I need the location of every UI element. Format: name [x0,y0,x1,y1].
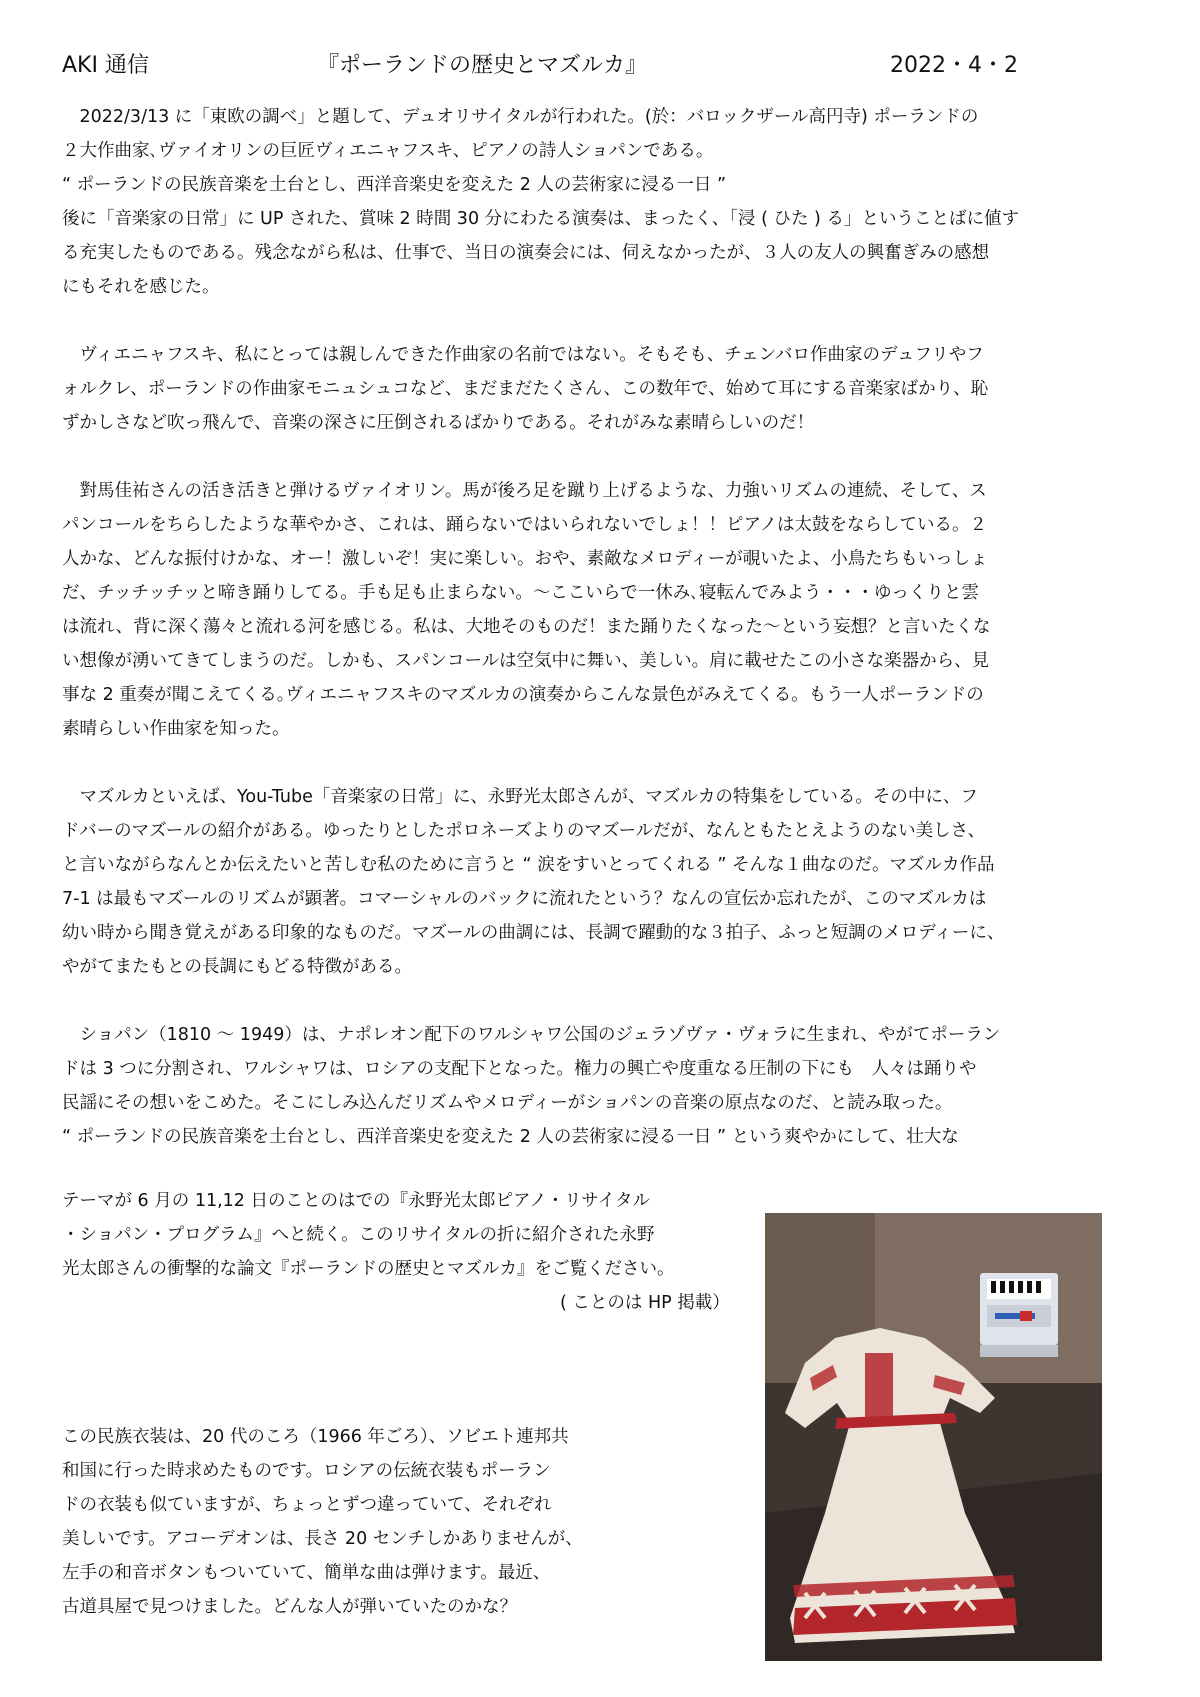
page-header [62,48,1138,88]
paragraph-2: ヴィエニャフスキ、私にとっては親しんできた作曲家の名前ではない。そもそも、チェンバロ作曲家のデュフリやフ ォルクレ、ポーランドの作曲家モニュシュコなど、まだまだたくさん、この数年で、始めて耳にする音楽家ばかり、恥 ずかしさなど吹っ飛んで、音楽の深さに圧倒されるばかりである。それがみな素晴らしいのだ！ [62,345,989,433]
paragraph-3: 對馬佳祐さんの活き活きと弾けるヴァイオリン。馬が後ろ足を蹴り上げるような、力強いリズムの連続、そして、ス パンコールをちらしたような華やかさ、これは、踊らないではいられないでしょ！！ピアノは太鼓をならしている。２ 人かな、どんな振付けかな、オー！激しいぞ！実に楽しい。おや、素敵なメロディーが覗いたよ、小鳥たちもいっしょ だ、チッチッチッと啼き踊りしてる。手も足も止まらない。～ここいらで一休み､寝転んでみよう・・・ゆっくりと雲 は流れ、背に深く蕩々と流れる河を感じる。私は、大地そのものだ！また踊りたくなった～という妄想？と言いたくな い想像が湧いてきてしまうのだ。しかも、スパンコールは空気中に舞い、美しい。肩に載せたこの小さな楽器から、見 事な 2 重奏が聞こえてくる｡ヴィエニャフスキのマズルカの演奏からこんな景色がみえてくる。もう一人ポーランドの 素晴らしい作曲家を知った。 [62,481,991,739]
paragraph-4: マズルカといえば、You-Tube「音楽家の日常」に、永野光太郎さんが、マズルカの特集をしている。その中に、フ ドバーのマズールの紹介がある。ゆったりとしたポロネーズよりのマズールだが、なんともたとえようのない美しさ、 と言いながらなんとか伝えたいと苦しむ私のために言うと “ 涙をすいとってくれる ” そんな１曲なのだ。マズルカ作品 7-1 は最もマズールのリズムが顕著。コマーシャルのバックに流れたという？なんの宣伝か忘れたが、このマズルカは 幼い時から聞き覚えがある印象的なものだ。マズールの曲調には、長調で躍動的な３拍子、ふっと短調のメロディーに、 やがてまたもとの長調にもどる特徴がある。 [62,787,1005,977]
paragraph-1: 2022/3/13 に「東欧の調べ」と題して、デュオリサイタルが行われた。(於：バロックザール高円寺) ポーランドの ２大作曲家､ヴァイオリンの巨匠ヴィエニャフスキ、ピアノの詩人ショパンである。 “ ポーランドの民族音楽を土台とし、西洋音楽史を変えた 2 人の芸術家に浸る一日 ” 後に「音楽家の日常」に UP された、賞味 2 時間 30 分にわたる演奏は、まったく、「浸 ( ひた ) る」ということばに値す る充実したものである。残念ながら私は、仕事で、当日の演奏会には、伺えなかったが、３人の友人の興奮ぎみの感想 にもそれを感じた。 [62,107,1019,297]
paragraph-5-continued: テーマが 6 月の 11,12 日のことのはでの『永野光太郎ピアノ・リサイタル ・ショパン・プログラム』へと続く。このリサイタルの折に紹介された永野 光太郎さんの衝撃的な論文『ポーランドの歴史とマズルカ』をご覧ください。 [62,1191,675,1279]
paragraph-5: ショパン（1810 ～ 1949）は、ナポレオン配下のワルシャワ公国のジェラゾヴァ・ヴォラに生まれ、やがてポーラン ドは 3 つに分割され、ワルシャワは、ロシアの支配下となった。権力の興亡や度重なる圧制の下にも 人々は踊りや 民謡にその想いをこめた。そこにしみ込んだリズムやメロディーがショパンの音楽の原点なのだ、と読み取った。 “ ポーランドの民族音楽を土台とし、西洋音楽史を変えた 2 人の芸術家に浸る一日 ” という爽やかにして、壮大な [62,1025,1001,1147]
accordion-image [980,1273,1058,1357]
issue-date: 2022・4・2 [890,53,1018,78]
costume-accordion-photo [765,1213,1102,1661]
photo-caption: この民族衣装は、20 代のころ（1966 年ごろ）、ソビエト連邦共 和国に行った時求めたものです。ロシアの伝統衣装もポーラン ドの衣装も似ていますが、ちょっとずつ違っていて、それぞれ 美しいです。アコーデオンは、長さ 20 センチしかありませんが、 左手の和音ボタンもついていて、簡単な曲は弾けます。最近、 古道具屋で見つけました。どんな人が弾いていたのかな？ [62,1427,583,1617]
source-credit: ( ことのは HP 掲載） [560,1293,730,1313]
article-title: 『ポーランドの歴史とマズルカ』 [317,53,648,78]
article-body [62,100,1152,1154]
newsletter-name: AKI 通信 [62,53,149,78]
